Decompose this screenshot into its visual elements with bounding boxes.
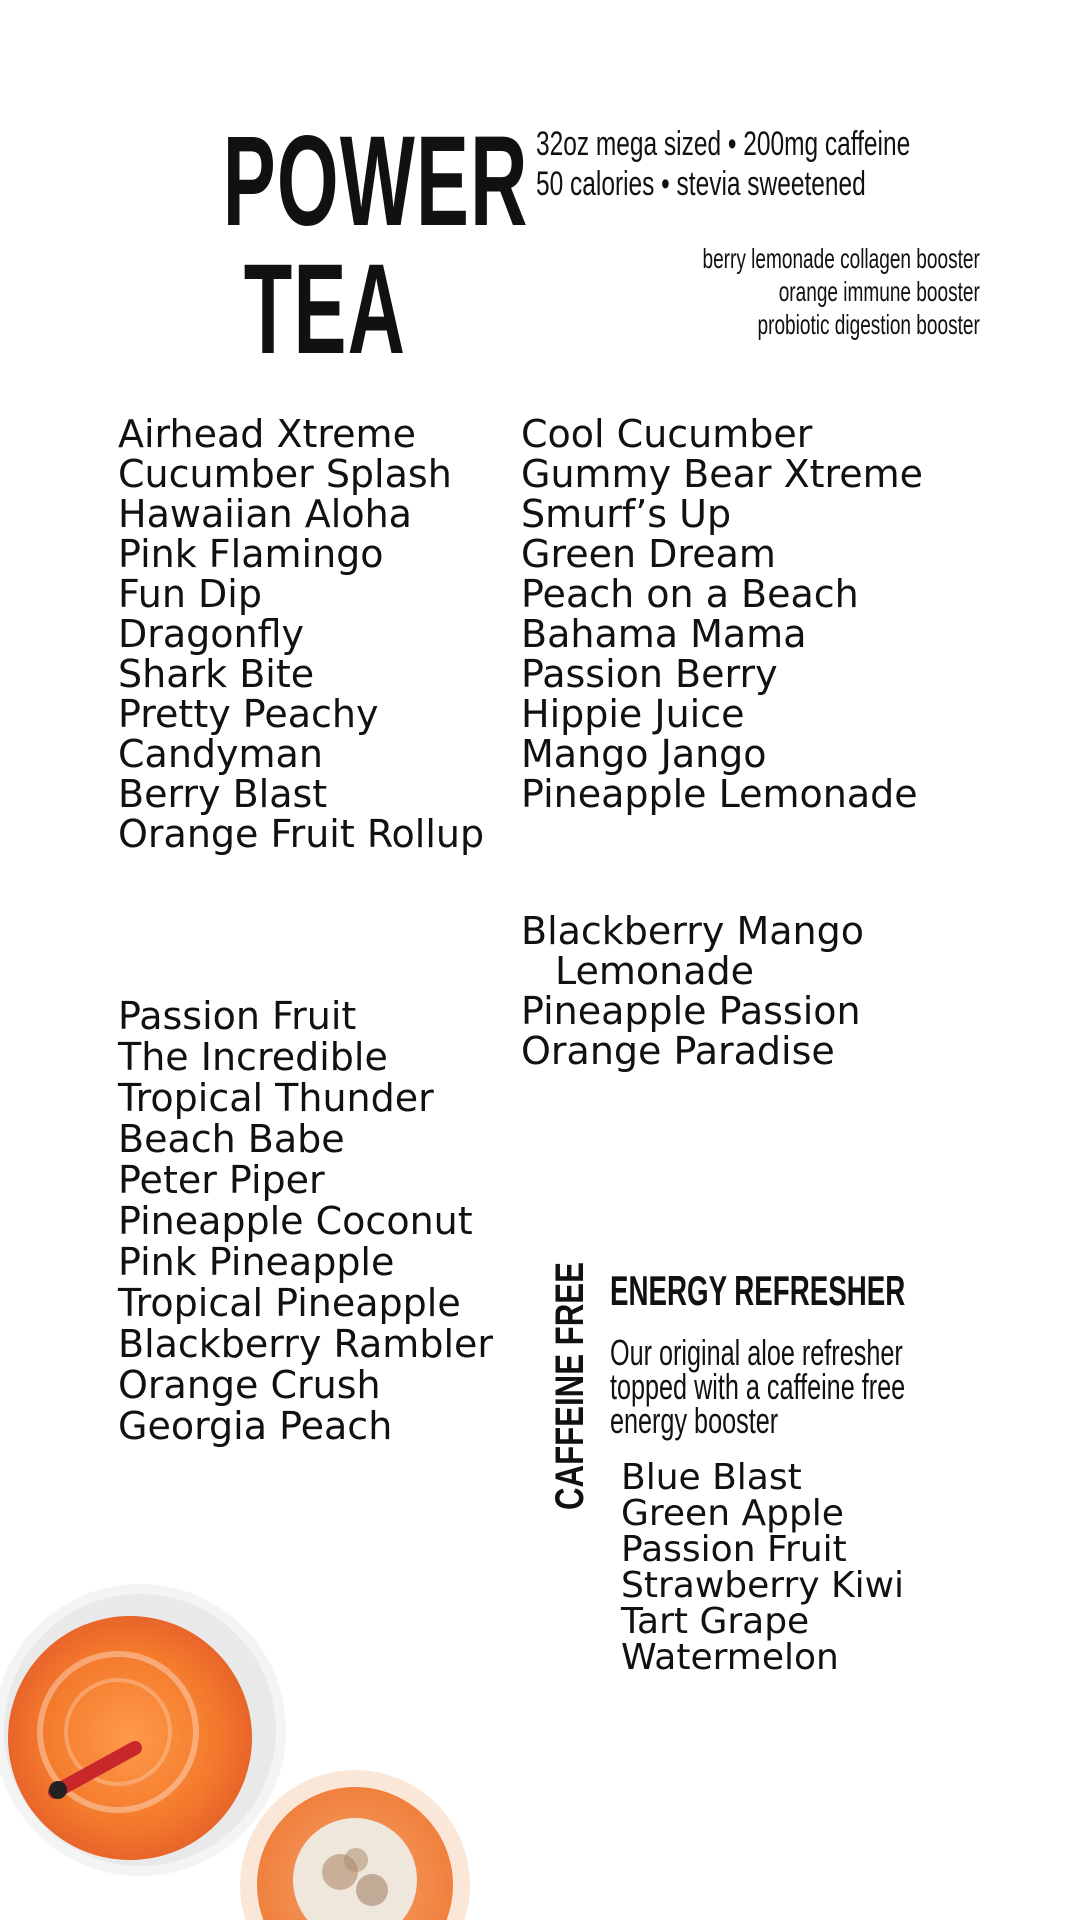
energy-refresher-heading: ENERGY REFRESHER xyxy=(610,1267,906,1314)
flavor-item: Orange Crush xyxy=(118,1363,381,1407)
flavor-list-left-top xyxy=(118,414,484,854)
specs-line-1: 32oz mega sized • 200mg caffeine xyxy=(536,125,911,163)
flavor-item: Pretty Peachy xyxy=(118,692,379,736)
description-line: Our original aloe refresher xyxy=(610,1332,903,1373)
flavor-item: Tropical Thunder xyxy=(118,1076,434,1120)
flavor-item: The Incredible xyxy=(118,1035,388,1079)
flavor-item-continued: Lemonade xyxy=(555,949,755,993)
flavor-list-right-bottom xyxy=(521,911,864,1071)
flavor-item: Blackberry Mango xyxy=(521,909,864,953)
flavor-item: Pink Pineapple xyxy=(118,1240,395,1284)
description-line: energy booster xyxy=(610,1400,779,1441)
energy-refresher-description xyxy=(610,1332,906,1441)
page-title xyxy=(222,110,529,381)
flavor-item: Bahama Mama xyxy=(521,612,807,656)
flavor-item: Gummy Bear Xtreme xyxy=(521,452,924,496)
orange-drink-cups-icon xyxy=(0,1560,480,1920)
flavor-item: Georgia Peach xyxy=(118,1404,393,1448)
caffeine-free-label: CAFFEINE FREE xyxy=(548,1262,592,1510)
flavor-list-left-bottom xyxy=(118,996,493,1447)
flavor-item: Berry Blast xyxy=(118,772,328,816)
flavor-item: Passion Fruit xyxy=(621,1529,847,1570)
specs-line-2: 50 calories • stevia sweetened xyxy=(536,165,866,203)
drink-specs xyxy=(536,124,910,204)
flavor-item: Blue Blast xyxy=(621,1457,802,1498)
booster-list xyxy=(703,242,980,341)
flavor-item: Pink Flamingo xyxy=(118,532,384,576)
flavor-item: Pineapple Lemonade xyxy=(521,772,918,816)
flavor-item: Cucumber Splash xyxy=(118,452,452,496)
flavor-item: Dragonfly xyxy=(118,612,305,656)
flavor-item: Hippie Juice xyxy=(521,692,745,736)
flavor-item: Tart Grape xyxy=(621,1601,810,1642)
flavor-item: Green Dream xyxy=(521,532,776,576)
flavor-item: Passion Fruit xyxy=(118,994,357,1038)
flavor-item: Hawaiian Aloha xyxy=(118,492,412,536)
refresher-flavor-list xyxy=(621,1457,905,1678)
flavor-item: Strawberry Kiwi xyxy=(621,1565,905,1606)
title-line-1: POWER xyxy=(222,110,529,253)
booster-item: berry lemonade collagen booster xyxy=(702,243,980,274)
flavor-item: Green Apple xyxy=(621,1493,844,1534)
flavor-item: Shark Bite xyxy=(118,652,315,696)
flavor-item: Mango Jango xyxy=(521,732,767,776)
flavor-item: Pineapple Passion xyxy=(521,989,861,1033)
flavor-item: Fun Dip xyxy=(118,572,262,616)
flavor-list-right-top xyxy=(521,414,923,814)
flavor-item: Orange Fruit Rollup xyxy=(118,812,485,856)
flavor-item: Pineapple Coconut xyxy=(118,1199,473,1243)
flavor-item: Passion Berry xyxy=(521,652,778,696)
flavor-item: Smurf’s Up xyxy=(521,492,732,536)
flavor-item: Peach on a Beach xyxy=(521,572,859,616)
flavor-item: Airhead Xtreme xyxy=(118,412,416,456)
booster-item: probiotic digestion booster xyxy=(757,309,980,340)
flavor-item: Cool Cucumber xyxy=(521,412,813,456)
flavor-item: Peter Piper xyxy=(118,1158,325,1202)
description-line: topped with a caffeine free xyxy=(610,1366,906,1407)
flavor-item: Beach Babe xyxy=(118,1117,345,1161)
booster-item: orange immune booster xyxy=(778,276,980,307)
flavor-item: Watermelon xyxy=(621,1637,839,1678)
flavor-item: Tropical Pineapple xyxy=(118,1281,461,1325)
flavor-item: Blackberry Rambler xyxy=(118,1322,494,1366)
flavor-item: Orange Paradise xyxy=(521,1029,835,1073)
flavor-item: Candyman xyxy=(118,732,323,776)
title-line-2: TEA xyxy=(243,238,407,381)
